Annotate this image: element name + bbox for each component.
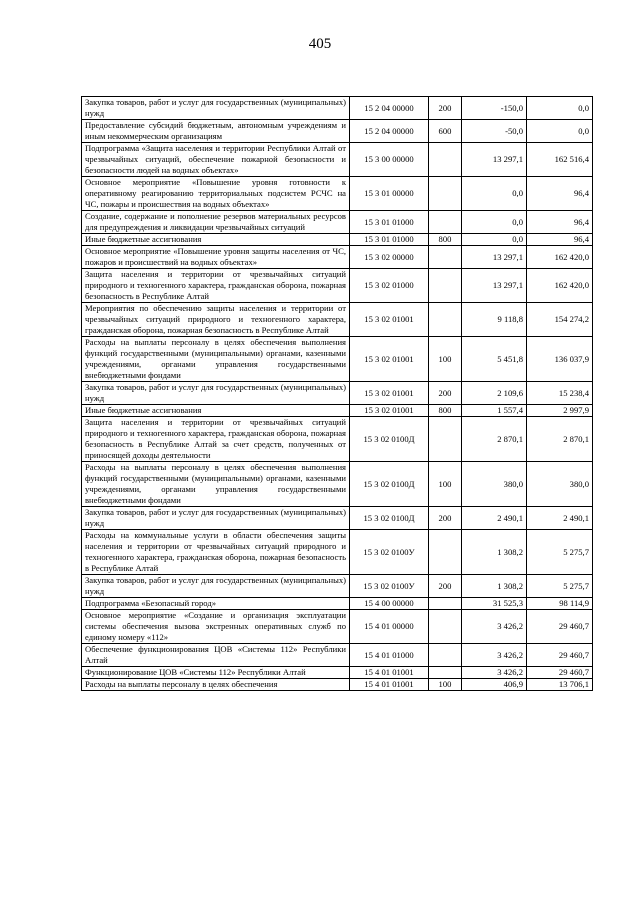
row-amount-2-cell: 380,0 [527,462,593,507]
table-row [82,405,593,417]
row-name-cell: Предоставление субсидий бюджетным, автономным учреждениям и иным некоммерческим организациям [82,120,350,143]
row-expense-type-cell [429,246,462,269]
row-amount-2-cell: 154 274,2 [527,303,593,337]
table-row [82,211,593,234]
row-amount-1-cell: 1 557,4 [462,405,527,417]
row-amount-1-cell: 13 297,1 [462,143,527,177]
row-expense-type-cell: 200 [429,575,462,598]
row-amount-2-cell: 162 420,0 [527,269,593,303]
row-code-cell: 15 4 01 01001 [350,667,429,679]
row-amount-1-cell: 13 297,1 [462,246,527,269]
row-amount-2-cell: 2 870,1 [527,417,593,462]
row-amount-2-cell: 98 114,9 [527,598,593,610]
budget-table-body [82,97,593,691]
row-amount-2-cell: 0,0 [527,120,593,143]
row-amount-2-cell: 96,4 [527,234,593,246]
row-name-cell: Основное мероприятие «Повышение уровня защиты населения от ЧС, пожаров и происшествий на водных объектах» [82,246,350,269]
row-amount-2-cell: 13 706,1 [527,679,593,691]
table-row [82,575,593,598]
row-name-cell: Защита населения и территории от чрезвычайных ситуаций природного и техногенного характера, гражданская оборона, пожарная безопасность в Республике Алтай [82,269,350,303]
row-code-cell: 15 3 02 01001 [350,405,429,417]
row-amount-1-cell: 2 490,1 [462,507,527,530]
table-row [82,462,593,507]
row-name-cell: Обеспечение функционирования ЦОВ «Системы 112» Республики Алтай [82,644,350,667]
row-expense-type-cell [429,530,462,575]
row-amount-1-cell: 0,0 [462,234,527,246]
row-amount-2-cell: 15 238,4 [527,382,593,405]
row-amount-2-cell: 29 460,7 [527,644,593,667]
row-code-cell: 15 3 02 01000 [350,269,429,303]
row-amount-1-cell: -150,0 [462,97,527,120]
row-code-cell: 15 3 01 01000 [350,234,429,246]
table-row [82,143,593,177]
row-expense-type-cell [429,143,462,177]
row-code-cell: 15 3 02 0100Д [350,462,429,507]
row-name-cell: Основное мероприятие «Повышение уровня готовности к оперативному реагированию территориальных подсистем РСЧС на ЧС, пожары и происшествия на водных объектах» [82,177,350,211]
row-expense-type-cell: 200 [429,507,462,530]
row-amount-1-cell: 31 525,3 [462,598,527,610]
row-amount-1-cell: 406,9 [462,679,527,691]
table-row [82,234,593,246]
budget-table [81,96,593,691]
row-amount-2-cell: 29 460,7 [527,667,593,679]
row-name-cell: Подпрограмма «Защита населения и территории Республики Алтай от чрезвычайных ситуаций, обеспечение пожарной безопасности и безопасности людей на водных объектах» [82,143,350,177]
row-code-cell: 15 3 02 0100У [350,575,429,598]
table-row [82,598,593,610]
row-code-cell: 15 3 00 00000 [350,143,429,177]
row-name-cell: Расходы на коммунальные услуги в области обеспечения защиты населения и территории от чрезвычайных ситуаций природного и техногенного характера, гражданская оборона, пожарная безопасность в Республике Алтай [82,530,350,575]
table-row [82,337,593,382]
row-amount-1-cell: 5 451,8 [462,337,527,382]
row-amount-2-cell: 162 420,0 [527,246,593,269]
row-amount-2-cell: 96,4 [527,211,593,234]
row-code-cell: 15 3 02 00000 [350,246,429,269]
row-name-cell: Расходы на выплаты персоналу в целях обеспечения выполнения функций государственными (муниципальными) органами, казенными учреждениями, органами управления государственными внебюджетными фондами [82,337,350,382]
row-expense-type-cell: 600 [429,120,462,143]
row-amount-2-cell: 2 490,1 [527,507,593,530]
row-code-cell: 15 4 01 01001 [350,679,429,691]
table-row [82,644,593,667]
row-code-cell: 15 3 02 0100Д [350,417,429,462]
row-amount-1-cell: 380,0 [462,462,527,507]
row-amount-1-cell: 2 109,6 [462,382,527,405]
row-expense-type-cell [429,667,462,679]
row-expense-type-cell: 200 [429,382,462,405]
row-amount-2-cell: 162 516,4 [527,143,593,177]
table-row [82,507,593,530]
row-name-cell: Основное мероприятие «Создание и организация эксплуатации системы обеспечения вызова экстренных оперативных служб по единому номеру «112» [82,610,350,644]
row-code-cell: 15 3 01 00000 [350,177,429,211]
row-expense-type-cell [429,269,462,303]
table-row [82,246,593,269]
row-expense-type-cell: 200 [429,97,462,120]
table-row [82,417,593,462]
page-number: 405 [308,36,332,52]
row-amount-1-cell: 0,0 [462,211,527,234]
row-name-cell: Расходы на выплаты персоналу в целях обеспечения [82,679,350,691]
row-amount-1-cell: 0,0 [462,177,527,211]
row-expense-type-cell [429,177,462,211]
row-amount-1-cell: 2 870,1 [462,417,527,462]
row-expense-type-cell [429,610,462,644]
table-row [82,97,593,120]
row-expense-type-cell: 800 [429,234,462,246]
table-row [82,269,593,303]
row-code-cell: 15 3 02 0100Д [350,507,429,530]
row-amount-2-cell: 136 037,9 [527,337,593,382]
table-row [82,667,593,679]
row-name-cell: Иные бюджетные ассигнования [82,405,350,417]
row-name-cell: Закупка товаров, работ и услуг для государственных (муниципальных) нужд [82,507,350,530]
row-amount-1-cell: 9 118,8 [462,303,527,337]
table-row [82,303,593,337]
row-code-cell: 15 2 04 00000 [350,97,429,120]
row-name-cell: Закупка товаров, работ и услуг для государственных (муниципальных) нужд [82,575,350,598]
row-amount-2-cell: 5 275,7 [527,575,593,598]
row-expense-type-cell: 800 [429,405,462,417]
row-amount-1-cell: -50,0 [462,120,527,143]
row-name-cell: Закупка товаров, работ и услуг для государственных (муниципальных) нужд [82,97,350,120]
table-row [82,120,593,143]
row-name-cell: Расходы на выплаты персоналу в целях обеспечения выполнения функций государственными (муниципальными) органами, казенными учреждениями, органами управления государственными внебюджетными фондами [82,462,350,507]
row-name-cell: Мероприятия по обеспечению защиты населения и территории от чрезвычайных ситуаций природного и техногенного характера, гражданская оборона, пожарная безопасность в Республике Алтай [82,303,350,337]
row-code-cell: 15 3 02 01001 [350,337,429,382]
row-code-cell: 15 4 01 00000 [350,610,429,644]
row-name-cell: Подпрограмма «Безопасный город» [82,598,350,610]
row-amount-1-cell: 1 308,2 [462,530,527,575]
row-code-cell: 15 3 01 01000 [350,211,429,234]
row-code-cell: 15 4 00 00000 [350,598,429,610]
row-name-cell: Создание, содержание и пополнение резервов материальных ресурсов для предупреждения и ликвидации чрезвычайных ситуаций [82,211,350,234]
row-expense-type-cell [429,644,462,667]
row-expense-type-cell: 100 [429,337,462,382]
row-name-cell: Функционирование ЦОВ «Системы 112» Республики Алтай [82,667,350,679]
row-expense-type-cell [429,417,462,462]
row-amount-2-cell: 2 997,9 [527,405,593,417]
row-name-cell: Иные бюджетные ассигнования [82,234,350,246]
table-row [82,382,593,405]
table-row [82,177,593,211]
row-expense-type-cell [429,211,462,234]
row-amount-1-cell: 1 308,2 [462,575,527,598]
table-row [82,679,593,691]
row-amount-1-cell: 3 426,2 [462,610,527,644]
row-name-cell: Защита населения и территории от чрезвычайных ситуаций природного и техногенного характера, гражданская оборона, пожарная безопасность в Республике Алтай за счет средств, полученных от приносящей доходы деятельности [82,417,350,462]
row-amount-1-cell: 3 426,2 [462,667,527,679]
row-expense-type-cell [429,598,462,610]
row-code-cell: 15 3 02 0100У [350,530,429,575]
row-expense-type-cell: 100 [429,462,462,507]
row-expense-type-cell [429,303,462,337]
row-amount-2-cell: 5 275,7 [527,530,593,575]
row-amount-2-cell: 96,4 [527,177,593,211]
row-expense-type-cell: 100 [429,679,462,691]
row-code-cell: 15 3 02 01001 [350,303,429,337]
row-amount-1-cell: 13 297,1 [462,269,527,303]
row-name-cell: Закупка товаров, работ и услуг для государственных (муниципальных) нужд [82,382,350,405]
table-row [82,610,593,644]
row-amount-2-cell: 29 460,7 [527,610,593,644]
row-code-cell: 15 3 02 01001 [350,382,429,405]
table-row [82,530,593,575]
row-amount-1-cell: 3 426,2 [462,644,527,667]
row-code-cell: 15 2 04 00000 [350,120,429,143]
row-amount-2-cell: 0,0 [527,97,593,120]
row-code-cell: 15 4 01 01000 [350,644,429,667]
